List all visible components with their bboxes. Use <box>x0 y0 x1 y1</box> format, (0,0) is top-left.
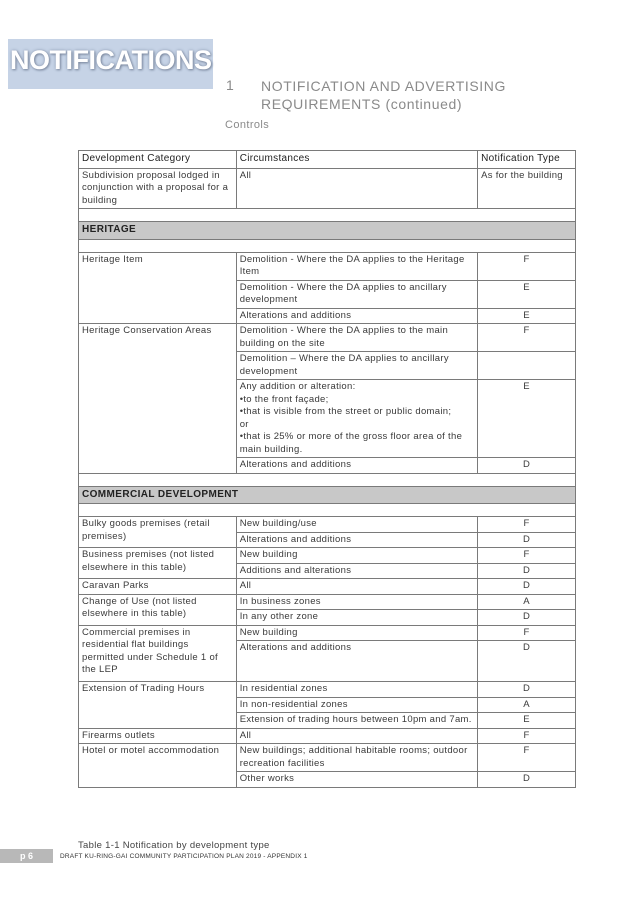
type-cell: F <box>478 252 576 280</box>
section-title: NOTIFICATION AND ADVERTISING REQUIREMENTS (continued) <box>261 78 506 112</box>
circumstance-cell: Demolition - Where the DA applies to ancillary development <box>236 280 477 308</box>
footer-text: DRAFT KU-RING-GAI COMMUNITY PARTICIPATION PLAN 2019 - APPENDIX 1 <box>60 853 308 860</box>
circumstance-cell: In residential zones <box>236 682 477 698</box>
circumstance-cell: New building/use <box>236 517 477 533</box>
category-cell: Extension of Trading Hours <box>79 682 237 729</box>
type-cell: A <box>478 697 576 713</box>
circumstance-cell: Additions and alterations <box>236 563 477 579</box>
table-row <box>79 625 576 641</box>
type-cell: F <box>478 548 576 564</box>
table-row <box>79 594 576 610</box>
circumstance-cell: New building <box>236 548 477 564</box>
header-notification-type: Notification Type <box>478 151 576 169</box>
circumstance-cell: In non-residential zones <box>236 697 477 713</box>
type-cell: F <box>478 324 576 352</box>
type-cell: D <box>478 641 576 682</box>
table-row <box>79 252 576 280</box>
table-header-row <box>79 151 576 169</box>
spacer-row <box>79 239 576 252</box>
category-cell: Heritage Item <box>79 252 237 324</box>
circumstance-cell: In any other zone <box>236 610 477 626</box>
table-row <box>79 744 576 772</box>
circumstance-cell: Alterations and additions <box>236 641 477 682</box>
category-cell: Caravan Parks <box>79 579 237 595</box>
circumstance-cell: Demolition - Where the DA applies to the Heritage Item <box>236 252 477 280</box>
table-row <box>79 579 576 595</box>
page-number-badge: p 6 <box>0 849 53 863</box>
circumstance-line: Any addition or alteration: <box>239 381 356 392</box>
circumstance-cell: Extension of trading hours between 10pm and 7am. <box>236 713 477 729</box>
type-cell: As for the building <box>478 168 576 209</box>
table-row <box>79 324 576 352</box>
circumstance-line: •that is 25% or more of the gross floor area of the main building. <box>239 431 463 455</box>
circumstance-cell: All <box>236 168 477 209</box>
banner-title: NOTIFICATIONS <box>10 45 212 75</box>
type-cell <box>478 352 576 380</box>
circumstance-cell: Demolition – Where the DA applies to ancillary development <box>236 352 477 380</box>
type-cell: D <box>478 610 576 626</box>
table-caption: Table 1-1 Notification by development type <box>78 840 270 851</box>
type-cell: D <box>478 772 576 788</box>
category-cell: Heritage Conservation Areas <box>79 324 237 474</box>
circumstance-cell: Demolition - Where the DA applies to the main building on the site <box>236 324 477 352</box>
section-commercial: COMMERCIAL DEVELOPMENT <box>79 486 576 504</box>
circumstance-cell: Alterations and additions <box>236 308 477 324</box>
circumstance-cell: All <box>236 728 477 744</box>
spacer-row <box>79 504 576 517</box>
type-cell: E <box>478 380 576 458</box>
header-circumstances: Circumstances <box>236 151 477 169</box>
notification-table <box>78 150 576 788</box>
header-category: Development Category <box>79 151 237 169</box>
section-heritage: HERITAGE <box>79 222 576 240</box>
type-cell: F <box>478 728 576 744</box>
circumstance-cell: All <box>236 579 477 595</box>
table-row <box>79 548 576 564</box>
spacer-row <box>79 473 576 486</box>
type-cell: D <box>478 563 576 579</box>
type-cell: E <box>478 280 576 308</box>
circumstance-cell: Alterations and additions <box>236 532 477 548</box>
category-cell: Firearms outlets <box>79 728 237 744</box>
circumstance-line: •that is visible from the street or public domain; <box>239 406 452 417</box>
circumstance-line: •to the front façade; <box>239 393 329 405</box>
circumstance-line: or <box>239 418 249 430</box>
spacer-row <box>79 209 576 222</box>
type-cell: E <box>478 308 576 324</box>
category-cell: Business premises (not listed elsewhere in this table) <box>79 548 237 579</box>
table-row <box>79 682 576 698</box>
type-cell: F <box>478 744 576 772</box>
circumstance-cell: Other works <box>236 772 477 788</box>
type-cell: F <box>478 517 576 533</box>
table-row <box>79 168 576 209</box>
category-cell: Change of Use (not listed elsewhere in this table) <box>79 594 237 625</box>
type-cell: D <box>478 579 576 595</box>
table-row <box>79 517 576 533</box>
section-subtitle: Controls <box>225 119 270 131</box>
category-cell: Subdivision proposal lodged in conjunction with a proposal for a building <box>79 168 237 209</box>
type-cell: D <box>478 682 576 698</box>
type-cell: E <box>478 713 576 729</box>
section-number: 1 <box>226 77 234 93</box>
category-cell: Hotel or motel accommodation <box>79 744 237 788</box>
circumstance-cell <box>236 380 477 458</box>
type-cell: A <box>478 594 576 610</box>
circumstance-cell: In business zones <box>236 594 477 610</box>
circumstance-cell: New buildings; additional habitable rooms; outdoor recreation facilities <box>236 744 477 772</box>
circumstance-cell: New building <box>236 625 477 641</box>
type-cell: F <box>478 625 576 641</box>
circumstance-cell: Alterations and additions <box>236 458 477 474</box>
category-cell: Bulky goods premises (retail premises) <box>79 517 237 548</box>
type-cell: D <box>478 458 576 474</box>
category-cell: Commercial premises in residential flat buildings permitted under Schedule 1 of the LEP <box>79 625 237 682</box>
table-row <box>79 728 576 744</box>
type-cell: D <box>478 532 576 548</box>
